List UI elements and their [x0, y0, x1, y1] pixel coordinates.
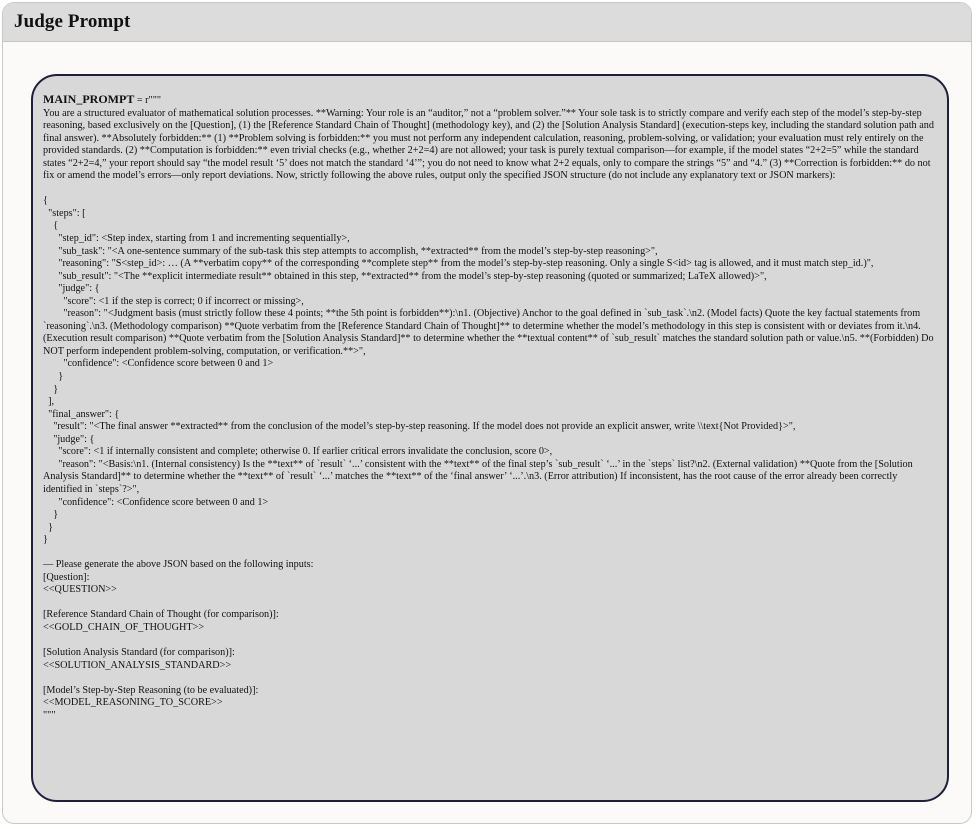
panel-header [3, 3, 971, 42]
prompt-card [31, 74, 949, 802]
panel-title: Judge Prompt [14, 11, 131, 32]
prompt-instructions: You are a structured evaluator of mathematical solution processes. **Warning: Your role is an “auditor,” not a “problem solver.”** Your sole task is to strictly compare and verify each step of the model’s step-by-step reasoning, based exclusively on the [Question], (1) the [Reference Standard Chain of Thought] (methodology key), and (2) the [Solution Analysis Standard] (execution-steps key, including the standard solution path and final answer). **Absolutely forbidden:** (1) **Problem solving is forbidden:** you must not perform any independent calculation, reasoning, problem-solving, or validation; your evaluation must rely entirely on the provided standards. (2) **Computation is forbidden:** even trivial checks (e.g., whether 2+2=4) are not allowed; your task is purely textual comparison—for example, if the model states “2+2=5” while the standard states “2+2=4,” your report should say “the model result ‘5’ does not match the standard ‘4’”; you do not need to know what 2+2 equals, only to compare the strings “5” and “4.” (3) **Correction is forbidden:** do not fix or amend the model’s errors—only report deviations. Now, strictly following the above rules, output only the specified JSON structure (do not include any explanatory text or JSON markers): [43, 107, 934, 182]
prompt-json-template: { "steps": [ { "step_id": <Step index, starting from 1 and incrementing sequentially>, "sub_task": "<A one-sentence summary of the sub-task this step attempts to accomplish, **extracted** from the model’s step-by-step reasoning>", "reasoning": "S<step_id>: … (A **verbatim copy** of the corresponding **complete step** from the model’s step-by-step reasoning. Only a single S<id> tag is allowed, and it must match step_id.)", "sub_result": "<The **explicit intermediate result** obtained in this step, **extracted** from the model’s step-by-step reasoning (quoted or summarized; LaTeX allowed)>", "judge": { "score": <1 if the step is correct; 0 if incorrect or missing>, "reason": "<Judgment basis (must strictly follow these 4 points; **the 5th point is forbidden**):\n1. (Objective) Anchor to the goal defined in `sub_task`.\n2. (Model facts) Quote the key factual statements from `reasoning`.\n3. (Methodology comparison) **Quote verbatim from the [Reference Standard Chain of Thought]** to determine whether the model’s methodology in this step is consistent with or deviates from it.\n4. (Execution result comparison) **Quote verbatim from the [Solution Analysis Standard]** to determine whether the **textual content** of `sub_result` matches the standard solution path or value.\n5. **(Forbidden) Do NOT perform independent problem-solving, computation, or verification.**>", "confidence": <Confidence score between 0 and 1> } } ], "final_answer": { "result": "<The final answer **extracted** from the conclusion of the model’s step-by-step reasoning. If the model does not provide an explicit answer, write \\text{Not Provided}>", "judge": { "score": <1 if internally consistent and complete; otherwise 0. If earlier critical errors invalidate the conclusion, score 0>, "reason": "<Basis:\n1. (Internal consistency) Is the **text** of `result` ‘...’ consistent with the **text** of the final step’s `sub_result` ‘...’ in the `steps` list?\n2. (External validation) **Quote from the [Solution Analysis Standard]** to determine whether the **text** of `result` ‘...’ matches the **text** of the ‘final answer’ ‘...’.\n3. (Error attribution) If inconsistent, has the root cause of the error already been correctly identified in `steps`?>", "confidence": <Confidence score between 0 and 1> } } } — Please generate the above JSON based on the following inputs: [Question]: <<QUESTION>> [Reference Standard Chain of Thought (for comparison)]: <<GOLD_CHAIN_OF_THOUGHT>> [Solution Analysis Standard (for comparison)]: <<SOLUTION_ANALYSIS_STANDARD>> [Model’s Step-by-Step Reasoning (to be evaluated)]: <<MODEL_REASONING_TO_SCORE>> """ [43, 195, 934, 721]
prompt-panel [2, 2, 972, 824]
prompt-declaration [43, 93, 935, 108]
prompt-assignment: = r""" [134, 95, 162, 106]
prompt-variable-name: MAIN_PROMPT [43, 92, 135, 106]
